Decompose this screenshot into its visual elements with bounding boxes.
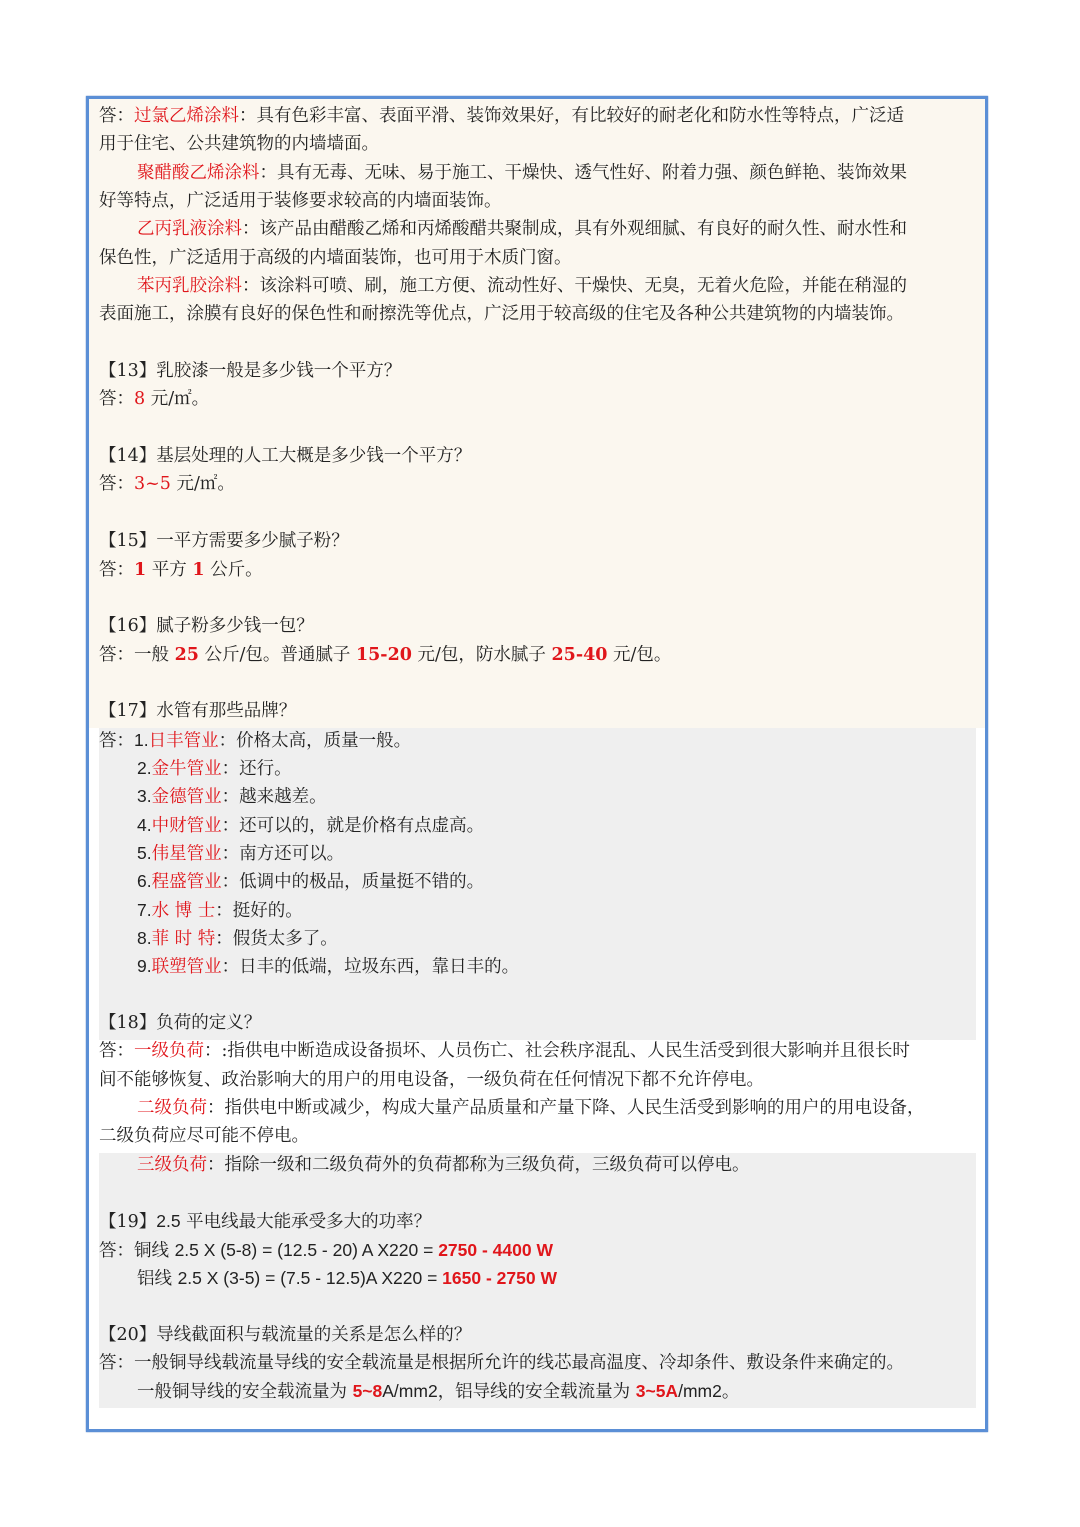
highlighted-term: 程盛管业: [151, 872, 222, 893]
text-run: 答：: [99, 559, 134, 580]
text-line: [99, 102, 979, 130]
text-run: 5.: [137, 842, 152, 863]
text-line: [99, 527, 979, 555]
text-run: ：:指供电中断造成设备损坏、人员伤亡、社会秩序混乱、人民生活受到很大影响并且很长时: [204, 1041, 910, 1062]
highlighted-term: 15-20: [355, 644, 412, 665]
text-run: 公斤/包。普通腻子: [198, 644, 356, 665]
highlighted-term: 三级负荷: [137, 1154, 207, 1175]
text-run: 9.: [137, 956, 152, 977]
blank-line: [99, 1292, 979, 1320]
text-line: [99, 272, 979, 300]
text-run: 一般铜导线的安全载流量为: [137, 1382, 353, 1403]
text-line: [99, 1349, 979, 1377]
highlighted-term: 25-40: [551, 644, 608, 665]
text-run: 公斤。: [204, 559, 263, 580]
text-run: 答：一般: [99, 644, 175, 665]
text-line: [99, 896, 979, 924]
highlighted-term: 聚醋酸乙烯涂料: [137, 162, 260, 183]
text-run: ：假货太多了。: [215, 928, 338, 949]
text-run: 元/㎡。: [170, 474, 235, 495]
highlighted-term: 1650 - 2750 W: [442, 1268, 557, 1289]
highlighted-term: 1: [192, 559, 205, 580]
highlighted-term: 菲 时 特: [151, 928, 216, 949]
text-run: 【18】负荷的定义？: [99, 1013, 262, 1033]
text-run: 【17】水管有那些品牌？: [99, 701, 297, 722]
text-run: 答：: [99, 474, 134, 495]
text-line: [99, 442, 979, 470]
blank-line: [99, 414, 979, 442]
highlighted-term: 伟星管业: [151, 843, 222, 864]
text-run: 4.: [137, 814, 152, 835]
text-line: [99, 612, 979, 640]
text-line: [99, 697, 979, 725]
highlighted-term: 1: [134, 559, 147, 580]
highlighted-term: 苯丙乳胶涂料: [137, 276, 242, 297]
text-run: ：具有色彩丰富、表面平滑、装饰效果好，有比较好的耐老化和防水性等特点，广泛适: [239, 106, 904, 126]
highlighted-term: 5~8: [352, 1381, 383, 1402]
highlighted-term: 二级负荷: [137, 1098, 207, 1119]
text-run: ：具有无毒、无味、易于施工、干燥快、透气性好、附着力强、颜色鲜艳、装饰效果: [259, 162, 907, 183]
text-run: 好等特点，广泛适用于装修要求较高的内墙面装饰。: [99, 191, 502, 212]
text-run: 平方: [146, 559, 193, 580]
text-run: 7.: [137, 899, 152, 920]
highlighted-term: 3~5A: [635, 1381, 679, 1402]
text-run: 答：1.: [99, 729, 149, 750]
text-line: [99, 811, 979, 839]
highlighted-term: 2750 - 4400 W: [438, 1239, 553, 1260]
text-line: [99, 641, 979, 669]
text-run: 答：: [99, 389, 134, 410]
text-run: 答：: [99, 1041, 134, 1062]
highlighted-term: 一级负荷: [134, 1041, 204, 1062]
text-line: [99, 556, 979, 584]
text-line: [99, 385, 979, 413]
highlighted-term: 8: [134, 389, 146, 410]
blank-line: [99, 1179, 979, 1207]
text-run: 铝线: [137, 1269, 178, 1290]
text-run: 元/包。: [607, 644, 672, 665]
text-run: 二级负荷应尽可能不停电。: [99, 1126, 309, 1147]
text-line: [99, 357, 979, 385]
text-line: [99, 1009, 979, 1037]
text-run: 【19】: [99, 1212, 157, 1233]
text-line: [99, 159, 979, 187]
text-line: [99, 1264, 979, 1292]
text-run: ：指供电中断或减少，构成大量产品质量和产量下降、人民生活受到影响的用户的用电设备，: [207, 1098, 925, 1119]
text-run: 答：一般铜导线载流量导线的安全载流量是根据所允许的线芯最高温度、冷却条件、敷设条件来确定的。: [99, 1353, 904, 1374]
text-run: ：还可以的，就是价格有点虚高。: [221, 815, 485, 836]
text-run: 2.: [137, 757, 152, 778]
text-run: 【14】基层处理的人工大概是多少钱一个平方？: [99, 446, 472, 467]
text-line: [99, 924, 979, 952]
text-run: 8.: [137, 927, 152, 948]
text-run: 6.: [137, 871, 152, 892]
text-line: [99, 1122, 979, 1150]
highlighted-term: 乙丙乳液涂料: [137, 219, 242, 240]
text-run: 表面施工，涂膜有良好的保色性和耐擦洗等优点，广泛用于较高级的住宅及各种公共建筑物的内墙装饰。: [99, 304, 904, 325]
highlighted-term: 水 博 士: [151, 900, 216, 921]
text-run: ：低调中的极品，质量挺不错的。: [221, 872, 485, 893]
blank-line: [99, 584, 979, 612]
text-line: [99, 1094, 979, 1122]
text-run: ：挺好的。: [215, 900, 303, 921]
highlighted-term: 过氯乙烯涂料: [134, 106, 239, 126]
highlighted-term: 25: [174, 644, 199, 665]
blank-line: [99, 669, 979, 697]
text-run: 【16】腻子粉多少钱一包？: [99, 616, 314, 637]
text-line: [99, 726, 979, 754]
highlighted-term: 金牛管业: [151, 758, 222, 779]
text-line: [99, 215, 979, 243]
text-run: A/mm2: [382, 1381, 438, 1402]
text-run: 答：铜线: [99, 1240, 175, 1261]
text-line: [99, 1207, 979, 1235]
text-line: [99, 952, 979, 980]
text-run: 2.5: [156, 1211, 181, 1232]
text-run: ：价格太高，质量一般。: [218, 730, 412, 751]
text-line: [99, 130, 979, 158]
text-line: [99, 754, 979, 782]
text-run: 【13】乳胶漆一般是多少钱一个平方？: [99, 361, 402, 382]
text-run: ：越来越差。: [221, 787, 327, 808]
text-run: 元/包，防水腻子: [411, 644, 552, 665]
highlighted-term: 3~5: [134, 474, 171, 495]
text-line: [99, 1377, 979, 1405]
text-line: [99, 867, 979, 895]
text-run: ：该产品由醋酸乙烯和丙烯酸醋共聚制成，具有外观细腻、有良好的耐久性、耐水性和: [242, 219, 907, 240]
text-line: [99, 1151, 979, 1179]
text-run: ：指除一级和二级负荷外的负荷都称为三级负荷，三级负荷可以停电。: [207, 1154, 750, 1175]
text-line: [99, 470, 979, 498]
text-run: 【20】导线截面积与载流量的关系是怎么样的？: [99, 1324, 472, 1345]
document-body: [99, 102, 979, 1406]
text-run: ：南方还可以。: [221, 843, 345, 864]
text-line: [99, 1321, 979, 1349]
text-run: ，铝导线的安全载流量为: [437, 1382, 636, 1403]
text-line: [99, 187, 979, 215]
highlighted-term: 金德管业: [151, 787, 222, 808]
text-run: 2.5 X (3-5) = (7.5 - 12.5)A X220 =: [177, 1268, 443, 1289]
text-run: 2.5 X (5-8) = (12.5 - 20) A X220 =: [174, 1239, 439, 1260]
text-run: 3.: [137, 786, 152, 807]
text-line: [99, 782, 979, 810]
text-line: [99, 1236, 979, 1264]
blank-line: [99, 499, 979, 527]
highlighted-term: 日丰管业: [148, 730, 219, 751]
text-line: [99, 1037, 979, 1065]
text-line: [99, 244, 979, 272]
text-run: 平电线最大能承受多大的功率？: [180, 1212, 432, 1233]
text-run: 元/㎡。: [145, 389, 210, 410]
text-run: 答：: [99, 106, 134, 126]
text-run: ：该涂料可喷、刷，施工方便、流动性好、干燥快、无臭，无着火危险，并能在稍湿的: [242, 276, 907, 297]
text-run: 用于住宅、公共建筑物的内墙墙面。: [99, 134, 379, 155]
text-line: [99, 300, 979, 328]
text-run: 【15】一平方需要多少腻子粉？: [99, 531, 349, 552]
blank-line: [99, 329, 979, 357]
text-run: 间不能够恢复、政治影响大的用户的用电设备，一级负荷在任何情况下都不允许停电。: [99, 1069, 764, 1090]
highlighted-term: 中财管业: [151, 815, 222, 836]
blank-line: [99, 981, 979, 1009]
highlighted-term: 联塑管业: [151, 957, 222, 978]
text-run: /mm2: [678, 1381, 722, 1402]
text-run: 。: [721, 1382, 740, 1403]
text-line: [99, 1066, 979, 1094]
text-line: [99, 839, 979, 867]
text-run: ：还行。: [221, 758, 292, 779]
text-run: ：日丰的低端，垃圾东西，靠日丰的。: [221, 957, 520, 978]
text-run: 保色性，广泛适用于高级的内墙面装饰，也可用于木质门窗。: [99, 247, 572, 268]
